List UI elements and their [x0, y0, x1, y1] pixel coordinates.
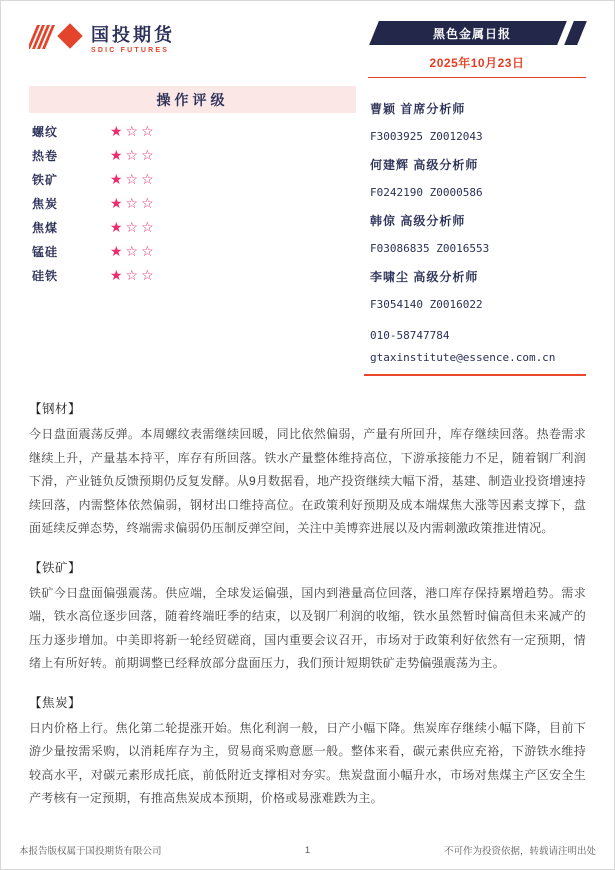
analysts-panel — [364, 86, 586, 376]
disclaimer-notice: 不可作为投资依据，转载请注明出处 — [443, 846, 596, 857]
commodity-label: 铁矿 — [32, 172, 59, 187]
star-rating-icon: ★☆☆ — [110, 219, 157, 235]
rating-row-tiekuang — [29, 167, 356, 191]
report-title: 黑色金属日报 — [432, 26, 511, 41]
report-title-banner — [368, 21, 586, 45]
commodity-label: 螺纹 — [32, 124, 59, 139]
star-rating-icon: ★☆☆ — [110, 243, 157, 259]
page-footer — [19, 843, 596, 857]
section-text: 铁矿今日盘面偏强震荡。供应端，全球发运偏强，国内到港量高位回落，港口库存保持累增趋势。需求端，铁水高位逐步回落，随着终端旺季的结束，以及钢厂利润的收缩，铁水虽然暂时偏高但未来减产的压力逐步增加。中美即将新一轮经贸磋商，国内重要会议召开，市场对于政策利好依然有一定预期，情绪上有所好转。前期调整已经释放部分盘面压力，我们预计短期铁矿走势偏强震荡为主。 — [29, 585, 586, 670]
analyst-entry — [370, 100, 586, 143]
brand-name-en: SDIC FUTURES — [91, 46, 170, 54]
top-columns — [1, 78, 614, 376]
commodity-label: 锰硅 — [32, 244, 59, 259]
star-rating-icon: ★☆☆ — [110, 123, 157, 139]
section-coke — [29, 693, 586, 811]
rating-row-menggui — [29, 239, 356, 263]
company-logo — [29, 21, 175, 58]
commodity-label: 焦煤 — [32, 220, 59, 235]
section-title: 【焦炭】 — [29, 695, 82, 710]
sdic-logo-icon — [29, 21, 85, 58]
section-text: 日内价格上行。焦化第二轮提涨开始。焦化利润一般，日产小幅下降。焦炭库存继续小幅下降，目前下游少量按需采购，以消耗库存为主，贸易商采购意愿一般。整体来看，碳元素供应充裕，下游铁水维持较高水平，对碳元素形成托底，前低附近支撑相对夯实。焦炭盘面小幅升水，市场对焦煤主产区安全生产考核有一定预期，有推高焦炭成本预期，价格或易涨难跌为主。 — [29, 720, 586, 805]
rating-row-jiaotan — [29, 191, 356, 215]
ratings-title: 操作评级 — [29, 86, 356, 113]
header — [1, 1, 614, 78]
analyst-license-ids: F0242190 Z0000586 — [370, 186, 483, 199]
contact-phone: 010-58747784 — [370, 329, 450, 342]
analyst-entry — [370, 156, 586, 199]
ratings-panel — [29, 86, 356, 287]
contact-email[interactable]: gtaxinstitute@essence.com.cn — [370, 351, 556, 364]
section-title: 【钢材】 — [29, 402, 82, 416]
rating-row-jiaomei — [29, 215, 356, 239]
section-steel — [29, 399, 586, 541]
copyright-notice: 本报告版权属于国投期货有限公司 — [19, 846, 162, 857]
commodity-label: 焦炭 — [32, 196, 59, 211]
header-right — [368, 21, 586, 78]
analyst-license-ids: F3054140 Z0016022 — [370, 298, 483, 311]
section-text: 今日盘面震荡反弹。本周螺纹表需继续回暖，同比依然偏弱，产量有所回升，库存继续回落。热卷需求继续上升，产量基本持平，库存有所回落。铁水产量整体维持高位，下游承接能力不足，随着钢厂利润下滑，产业链负反馈预期仍反复发酵。从9月数据看，地产投资继续大幅下滑，基建、制造业投资增速持续回落，内需整体依然偏弱，钢材出口维持高位。在政策利好预期及成本端煤焦大涨等因素支撑下，盘面延续反弹态势，终端需求偏弱仍压制反弹空间，关注中美博弈进展以及内需刺激政策推进情况。 — [29, 427, 586, 535]
section-title: 【铁矿】 — [29, 560, 82, 575]
star-rating-icon: ★☆☆ — [110, 195, 157, 211]
star-rating-icon: ★☆☆ — [110, 171, 157, 187]
logo-text — [91, 26, 175, 54]
brand-name-cn: 国投期货 — [91, 24, 175, 45]
star-rating-icon: ★☆☆ — [110, 267, 157, 283]
analyst-entry — [370, 212, 586, 255]
analyst-name-title: 韩倞 高级分析师 — [370, 214, 466, 228]
analyst-name-title: 李啸尘 高级分析师 — [370, 270, 479, 284]
rating-row-luowen — [29, 119, 356, 143]
analyst-name-title: 何建辉 高级分析师 — [370, 158, 479, 172]
rating-row-rejuan — [29, 143, 356, 167]
analyst-license-ids: F03086835 Z0016553 — [370, 242, 490, 255]
rating-row-guitie — [29, 263, 356, 287]
commodity-label: 硅铁 — [32, 268, 59, 283]
contact-block — [370, 329, 586, 364]
report-date: 2025年10月23日 — [368, 45, 586, 78]
page-number: 1 — [304, 844, 311, 856]
analyst-name-title: 曹颖 首席分析师 — [370, 102, 466, 116]
section-iron-ore — [29, 558, 586, 676]
report-body — [1, 376, 614, 811]
analyst-entry — [370, 268, 586, 311]
star-rating-icon: ★☆☆ — [110, 147, 157, 163]
analyst-license-ids: F3003925 Z0012043 — [370, 130, 483, 143]
commodity-label: 热卷 — [32, 148, 59, 163]
